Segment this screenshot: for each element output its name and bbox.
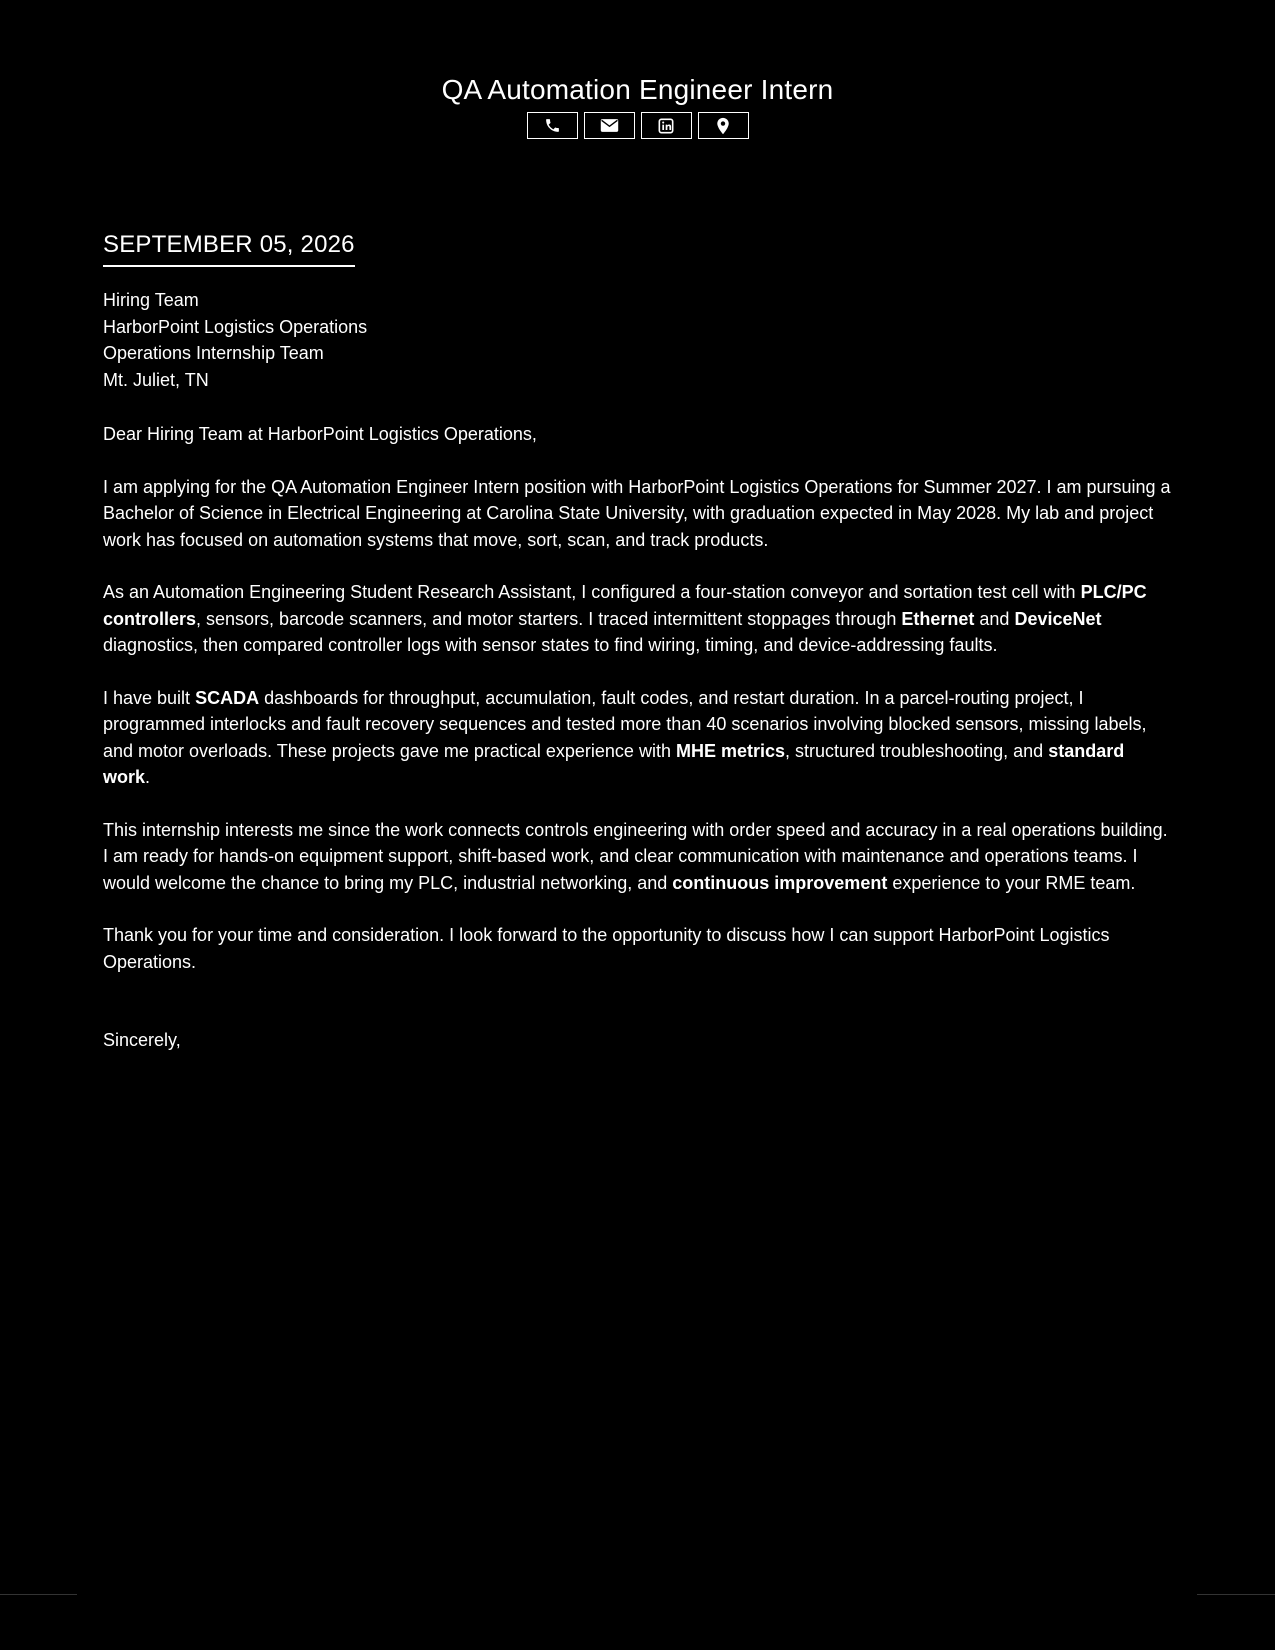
paragraph-motivation (103, 817, 1175, 897)
paragraph-text: dashboards for throughput, accumulation, fault codes, and restart duration. In a parcel-routing project, I programmed interlocks and fault recovery sequences and tested more than 40 scenarios involving blocked sensors, missing labels, and motor overloads. These projects gave me practical experience with (103, 687, 1147, 761)
keyword-highlight: standard work (103, 740, 1125, 787)
paragraph-text: As an Automation Engineering Student Research Assistant, I configured a four-station conveyor and sortation test cell with (103, 582, 1081, 602)
paragraph-text: , structured troubleshooting, and (785, 740, 1049, 761)
paragraph-intro: I am applying for the QA Automation Engineer Intern position with HarborPoint Logistics Operations for Summer 2027. I am pursuing a Bachelor of Science in Electrical Engineering at Carolina State University, with graduation expected in May 2028. My lab and project work has focused on automation systems that move, sort, scan, and track products. (103, 476, 1171, 550)
paragraph-text: I have built (103, 687, 196, 708)
linkedin-button[interactable] (641, 112, 692, 139)
paragraph-experience (103, 579, 1175, 659)
phone-icon (544, 117, 561, 134)
footer-divider-right (1197, 1594, 1275, 1595)
footer-divider-left (0, 1594, 77, 1595)
letter-body (103, 228, 1175, 1054)
contact-links (0, 112, 1275, 139)
paragraph-text: , sensors, barcode scanners, and motor starters. I traced intermittent stoppages through (196, 608, 902, 629)
recipient-block (103, 287, 1175, 393)
recipient-line: Operations Internship Team (103, 343, 324, 363)
phone-button[interactable] (527, 112, 578, 139)
paragraph-text: experience to your RME team. (887, 872, 1136, 893)
location-icon (716, 117, 730, 135)
letter-date: SEPTEMBER 05, 2026 (103, 228, 355, 267)
paragraph-text: This internship interests me since the work connects controls engineering with order speed and accuracy in a real operations building. I am ready for hands-on equipment support, shift-based work, and clear communication with maintenance and operations teams. I would welcome the chance to bring my PLC, industrial networking, and (103, 819, 1168, 893)
email-button[interactable] (584, 112, 635, 139)
closing: Sincerely, (103, 1030, 181, 1050)
keyword-highlight: continuous improvement (672, 872, 888, 893)
location-button[interactable] (698, 112, 749, 139)
keyword-highlight: Ethernet (901, 608, 975, 629)
recipient-line: HarborPoint Logistics Operations (103, 316, 368, 337)
keyword-highlight: SCADA (195, 687, 260, 708)
email-icon (600, 118, 619, 133)
letter-header (0, 72, 1275, 139)
job-title: QA Automation Engineer Intern (441, 74, 834, 105)
recipient-line: Mt. Juliet, TN (103, 369, 209, 390)
paragraph-text: and (974, 608, 1015, 629)
keyword-highlight: MHE metrics (675, 740, 786, 761)
paragraph-projects (103, 685, 1175, 791)
recipient-line: Hiring Team (103, 290, 199, 310)
paragraph-text: diagnostics, then compared controller logs with sensor states to find wiring, timing, and device-addressing faults. (103, 635, 998, 655)
keyword-highlight: PLC/PC controllers (103, 582, 1147, 629)
paragraph-text: . (145, 767, 151, 787)
paragraph-thanks: Thank you for your time and consideration. I look forward to the opportunity to discuss how I can support HarborPoint Logistics Operations. (103, 925, 1110, 972)
linkedin-icon (658, 118, 674, 134)
keyword-highlight: DeviceNet (1014, 608, 1102, 629)
salutation: Dear Hiring Team at HarborPoint Logistics Operations, (103, 424, 537, 444)
